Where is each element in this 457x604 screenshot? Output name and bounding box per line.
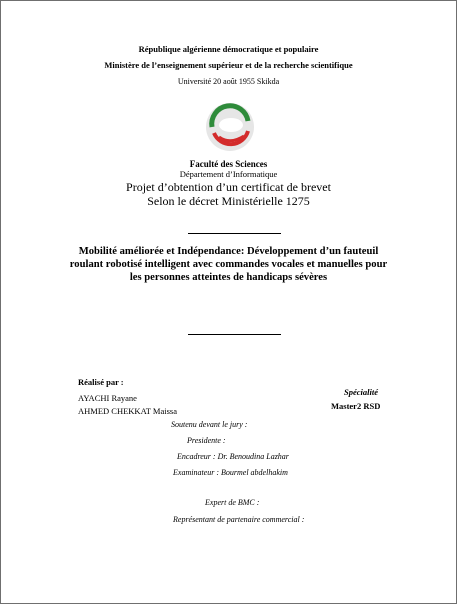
specialty-value: Master2 RSD bbox=[331, 401, 381, 411]
author-name-1: AYACHI Rayane bbox=[78, 393, 137, 403]
ministry-heading: Ministère de l’enseignement supérieur et de la recherche scientifique bbox=[104, 60, 353, 70]
thesis-title-line-2: roulant robotisé intelligent avec commandes vocales et manuelles pour bbox=[69, 259, 388, 270]
faculty-name: Faculté des Sciences bbox=[189, 159, 268, 169]
president-line: Presidente : bbox=[187, 436, 226, 445]
bmc-expert-line: Expert de BMC : bbox=[205, 498, 260, 507]
authors-label: Réalisé par : bbox=[78, 377, 124, 387]
thesis-title-line-1: Mobilité améliorée et Indépendance: Développement d’un fauteuil bbox=[78, 246, 379, 257]
project-line-2: Selon le décret Ministérielle 1275 bbox=[147, 194, 310, 208]
university-name: Université 20 août 1955 Skikda bbox=[177, 77, 280, 86]
author-name-2: AHMED CHEKKAT Maissa bbox=[78, 406, 178, 416]
logo-center bbox=[219, 118, 243, 132]
supervisor-line: Encadreur : Dr. Benoudina Lazhar bbox=[177, 452, 289, 461]
university-logo bbox=[204, 101, 256, 153]
examiner-line: Examinateur : Bourmel abdelhakim bbox=[173, 468, 288, 477]
top-divider bbox=[188, 233, 281, 234]
jury-heading: Soutenu devant le jury : bbox=[171, 420, 248, 429]
bottom-divider bbox=[188, 334, 281, 335]
department-name: Département d’Informatique bbox=[179, 169, 278, 179]
commercial-partner-line: Représentant de partenaire commercial : bbox=[173, 515, 305, 524]
republic-heading: République algérienne démocratique et populaire bbox=[138, 44, 319, 54]
project-line-1: Projet d’obtention d’un certificat de brevet bbox=[126, 180, 331, 194]
thesis-title-line-3: les personnes atteintes de handicaps sévères bbox=[129, 272, 328, 283]
specialty-label: Spécialité bbox=[344, 387, 378, 397]
